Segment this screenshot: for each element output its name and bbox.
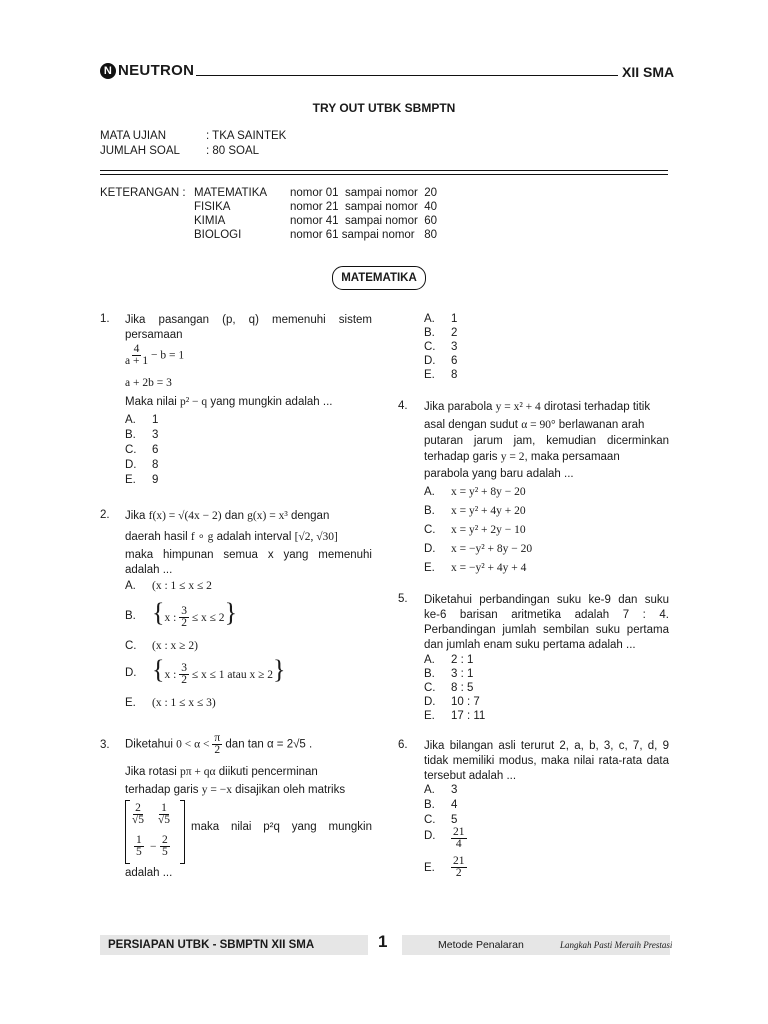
question-text — [125, 783, 345, 798]
subject: MATEMATIKA — [194, 187, 268, 199]
equation: a + 2b = 3 — [125, 377, 172, 389]
matrix-entry: 5 — [136, 846, 142, 858]
option-label: B. — [424, 327, 435, 339]
subject: BIOLOGI — [194, 229, 242, 241]
option-value: (x : 1 ≤ x ≤ 2 — [152, 580, 212, 592]
option-label: B. — [424, 505, 435, 517]
option-label: B. — [424, 668, 435, 680]
option-label: A. — [424, 313, 435, 325]
option-label: A. — [125, 414, 136, 426]
question-text — [125, 395, 332, 410]
meta-count — [100, 145, 259, 157]
equation-rest: − b = 1 — [148, 349, 185, 362]
math: y = 2 — [500, 451, 525, 463]
option-a[interactable] — [424, 486, 526, 498]
matrix-entry: 1 — [136, 834, 142, 846]
keterangan-row — [194, 201, 437, 213]
option-value: 3 : 1 — [451, 668, 474, 680]
question-text: adalah ... — [125, 564, 173, 576]
option-b[interactable] — [424, 799, 458, 811]
option-label: A. — [424, 784, 435, 796]
footer-method: Metode Penalaran — [438, 939, 524, 951]
question-number: 5. — [398, 593, 408, 605]
option-e[interactable] — [424, 856, 484, 884]
option-d[interactable] — [424, 827, 484, 853]
equation — [125, 344, 184, 367]
option-label: D. — [424, 355, 436, 367]
option-value: 10 : 7 — [451, 696, 480, 708]
option-value: 9 — [152, 474, 159, 486]
math: g(x) = x³ — [247, 510, 288, 522]
option-label: E. — [125, 474, 136, 486]
text: asal dengan sudut — [424, 419, 522, 431]
question-text: Diketahui perbandingan suku ke-9 dan suku — [424, 594, 669, 606]
text: disajikan oleh matriks — [231, 784, 346, 796]
text: terhadap garis — [424, 451, 501, 463]
option-value: 5 — [451, 814, 458, 826]
question-text: parabola yang baru adalah ... — [424, 468, 574, 480]
range: nomor 01 sampai nomor 20 — [290, 187, 438, 199]
option-value: x = −y² + 4y + 4 — [451, 562, 527, 574]
option-a[interactable] — [424, 313, 458, 325]
question-text: dan jumlah enam suku pertama adalah ... — [424, 639, 636, 651]
text: Jika parabola — [424, 401, 496, 413]
keterangan-row — [194, 229, 437, 241]
option-b[interactable] — [424, 505, 526, 517]
option-c[interactable] — [424, 524, 526, 536]
option-label: D. — [424, 696, 436, 708]
option-b[interactable] — [125, 429, 159, 441]
option-value — [451, 856, 467, 879]
keterangan-row — [194, 215, 437, 227]
math: f(x) = √(4x − 2) — [148, 510, 222, 522]
page-number: 1 — [378, 932, 388, 951]
option-e[interactable] — [125, 697, 216, 709]
question-text: Jika bilangan asli terurut 2, a, b, 3, c, 7, d, 9 — [424, 740, 669, 752]
text: Jika — [125, 510, 149, 522]
meta-key: JUMLAH SOAL — [100, 145, 180, 157]
math: y = −x — [201, 784, 232, 796]
option-value: {x : $\frac{3}{2}$ ≤ x ≤ 2} — [152, 598, 238, 630]
meta-subject — [100, 130, 286, 142]
range: nomor 41 sampai nomor 60 — [290, 215, 438, 227]
math: ≤ x ≤ 2 — [188, 612, 225, 624]
meta-value: : 80 SOAL — [206, 145, 260, 157]
text: diikuti pencerminan — [215, 766, 318, 778]
math: f ∘ g — [190, 531, 214, 543]
option-b[interactable] — [424, 327, 458, 339]
option-value: 3 — [451, 341, 458, 353]
option-label: A. — [424, 486, 435, 498]
option-label: C. — [424, 814, 436, 826]
option-label: A. — [424, 654, 435, 666]
matrix-sign: − — [150, 841, 157, 853]
header-rule — [196, 75, 618, 76]
text: adalah interval — [213, 531, 295, 543]
subject: KIMIA — [194, 215, 226, 227]
frac-den: a + 1 — [125, 355, 149, 367]
matrix-entry: 1 — [161, 802, 167, 814]
frac-den: 2 — [455, 867, 462, 879]
frac-num: 3 — [181, 605, 187, 618]
frac-num: 3 — [181, 662, 187, 675]
question-text: persamaan — [125, 329, 183, 341]
divider — [100, 174, 668, 175]
frac-num: π — [214, 732, 221, 744]
option-label: C. — [424, 341, 436, 353]
option-value: 6 — [152, 444, 159, 456]
option-label: E. — [424, 710, 435, 722]
option-value: x = y² + 4y + 20 — [451, 505, 526, 517]
option-a[interactable] — [424, 654, 474, 666]
option-c[interactable] — [125, 444, 159, 456]
text: dirotasi terhadap titik — [540, 401, 651, 413]
option-value: 8 — [451, 369, 458, 381]
matrix-entry: 2 — [135, 802, 141, 814]
option-d[interactable] — [125, 459, 159, 471]
question-text — [125, 733, 312, 756]
option-a[interactable] — [125, 580, 212, 592]
text: dan tan α = 2√5 . — [222, 738, 313, 751]
option-value — [451, 827, 467, 850]
frac-den: 2 — [181, 674, 187, 687]
text: , maka persamaan — [524, 451, 620, 463]
keterangan-label: KETERANGAN : — [100, 187, 186, 199]
question-text: ke-6 barisan aritmetika adalah 7 : 4. — [424, 609, 669, 621]
option-e[interactable] — [424, 710, 486, 722]
math: pπ + qα — [179, 766, 216, 778]
keterangan-row — [194, 187, 437, 199]
question-text: tersebut adalah ... — [424, 770, 517, 782]
option-value: 17 : 11 — [451, 710, 486, 722]
question-text: putaran jarum jam, kemudian dicerminkan — [424, 435, 669, 447]
option-value: x = y² + 8y − 20 — [451, 486, 526, 498]
divider — [100, 170, 668, 171]
meta-key: MATA UJIAN — [100, 130, 167, 142]
question-number: 4. — [398, 400, 408, 412]
section-badge: MATEMATIKA — [332, 266, 426, 290]
matrix — [125, 801, 185, 863]
option-b[interactable] — [424, 668, 474, 680]
class-label: XII SMA — [622, 64, 675, 80]
subject: FISIKA — [194, 201, 231, 213]
meta-value: : TKA SAINTEK — [206, 130, 287, 142]
brand-logo-icon: N — [100, 63, 116, 79]
question-text — [424, 450, 620, 465]
option-e[interactable] — [125, 474, 159, 486]
question-text — [424, 418, 644, 433]
range: nomor 61 sampai nomor 80 — [290, 229, 438, 241]
option-c[interactable] — [424, 682, 474, 694]
option-a[interactable] — [424, 784, 458, 796]
option-d[interactable] — [424, 696, 480, 708]
question-text: adalah ... — [125, 867, 173, 879]
option-c[interactable] — [424, 341, 458, 353]
option-d[interactable] — [125, 655, 365, 693]
math: [√2, √30] — [294, 531, 338, 543]
option-value: 3 — [152, 429, 159, 441]
question-text — [125, 509, 372, 524]
option-label: E. — [424, 369, 435, 381]
question-text: Perbandingan jumlah sembilan suku pertama — [424, 624, 669, 636]
text: Jika rotasi — [125, 766, 180, 778]
brand-logo — [100, 62, 194, 79]
frac-den: 2 — [181, 617, 187, 630]
option-value: 1 — [152, 414, 159, 426]
option-label: E. — [424, 862, 435, 874]
math: ≤ x ≤ 1 atau x ≥ 2 — [188, 669, 274, 681]
text: terhadap garis — [125, 784, 202, 796]
option-value: (x : x ≥ 2) — [152, 640, 198, 652]
frac-num: 21 — [453, 855, 465, 867]
option-label: C. — [424, 682, 436, 694]
option-label: C. — [125, 444, 137, 456]
math: α = 90° — [521, 419, 556, 431]
range: nomor 21 sampai nomor 40 — [290, 201, 438, 213]
option-c[interactable] — [424, 814, 458, 826]
frac-num: 21 — [453, 826, 465, 838]
option-label: A. — [125, 580, 136, 592]
option-value: 1 — [451, 313, 458, 325]
question-number: 2. — [100, 509, 110, 521]
text: Diketahui — [125, 738, 177, 751]
option-value: 4 — [451, 799, 458, 811]
option-value: 2 — [451, 327, 458, 339]
question-text: tidak memiliki modus, maka nilai rata-rata data — [424, 755, 669, 767]
option-d[interactable] — [424, 355, 458, 367]
option-value: 8 : 5 — [451, 682, 474, 694]
option-label: B. — [125, 429, 136, 441]
option-value: (x : 1 ≤ x ≤ 3) — [152, 697, 216, 709]
question-number: 1. — [100, 313, 110, 325]
frac-num: 4 — [133, 343, 140, 355]
question-text: maka nilai p²q yang mungkin — [191, 821, 372, 833]
brand-name: NEUTRON — [118, 62, 195, 79]
option-label: C. — [125, 640, 137, 652]
question-text: maka himpunan semua x yang memenuhi — [125, 549, 372, 561]
option-label: B. — [424, 799, 435, 811]
matrix-entry: 2 — [162, 834, 168, 846]
math: 0 < α < — [176, 738, 213, 751]
option-value: {x : $\frac{3}{2}$ ≤ x ≤ 1 atau x ≥ 2} — [152, 655, 286, 687]
option-label: B. — [125, 610, 136, 622]
footer-title: PERSIAPAN UTBK - SBMPTN XII SMA — [100, 935, 368, 955]
option-value: 8 — [152, 459, 159, 471]
question-number: 6. — [398, 739, 408, 751]
question-text — [125, 530, 338, 545]
option-value: x = −y² + 8y − 20 — [451, 543, 533, 555]
question-text — [125, 765, 372, 780]
option-value: 6 — [451, 355, 458, 367]
matrix-entry: √5 — [132, 814, 145, 826]
option-a[interactable] — [125, 414, 159, 426]
option-value: 2 : 1 — [451, 654, 474, 666]
option-value: x = y² + 2y − 10 — [451, 524, 526, 536]
page-title: TRY OUT UTBK SBMPTN — [312, 101, 456, 115]
option-label: C. — [424, 524, 436, 536]
option-label: E. — [424, 562, 435, 574]
text: dan — [221, 510, 248, 522]
option-value: 3 — [451, 784, 458, 796]
option-label: D. — [125, 459, 137, 471]
option-label: E. — [125, 697, 136, 709]
math: x : — [164, 612, 180, 624]
option-e[interactable] — [424, 369, 458, 381]
text: dengan — [287, 510, 330, 522]
option-b[interactable] — [125, 598, 325, 636]
footer-slogan: Langkah Pasti Meraih Prestasi — [560, 940, 673, 950]
math: x : — [164, 669, 180, 681]
matrix-entry: √5 — [158, 814, 171, 826]
text: yang mungkin adalah ... — [207, 396, 333, 408]
math: y = x² + 4 — [495, 401, 541, 413]
frac-den: 2 — [214, 744, 221, 756]
option-label: D. — [424, 830, 436, 842]
text: berlawanan arah — [555, 419, 645, 431]
question-number: 3. — [100, 739, 110, 751]
option-c[interactable] — [125, 640, 198, 652]
question-text — [424, 400, 650, 415]
text: Maka nilai — [125, 396, 180, 408]
text: daerah hasil — [125, 531, 191, 543]
frac-den: 4 — [455, 838, 462, 850]
option-label: D. — [424, 543, 436, 555]
math: p² − q — [179, 396, 208, 408]
option-d[interactable] — [424, 543, 533, 555]
matrix-entry: 5 — [162, 846, 168, 858]
option-label: D. — [125, 667, 137, 679]
option-e[interactable] — [424, 562, 527, 574]
question-text: Jika pasangan (p, q) memenuhi sistem — [125, 314, 372, 326]
